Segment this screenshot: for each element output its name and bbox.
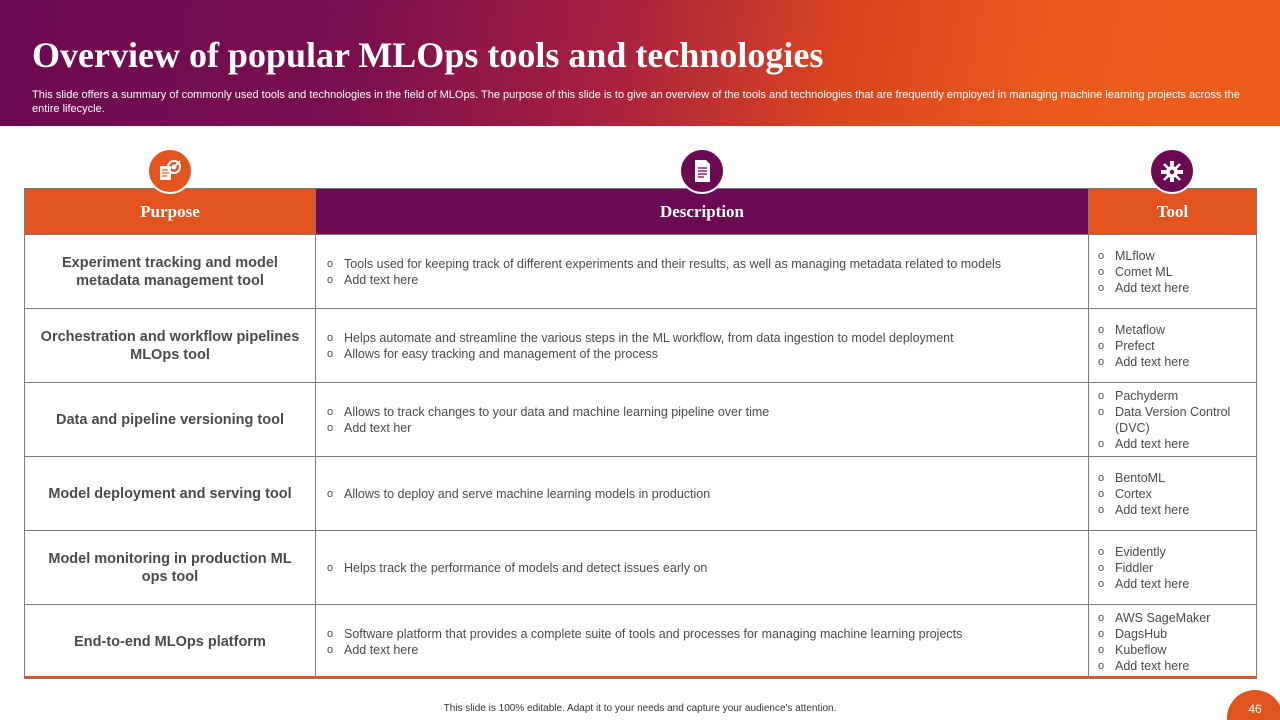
- description-bullet: o Allows for easy tracking and management of the process: [326, 346, 1078, 362]
- tool-bullet: o DagsHub: [1097, 626, 1248, 642]
- slide-header: [0, 0, 1280, 126]
- description-bullet: o Allows to deploy and serve machine learning models in production: [326, 486, 1078, 502]
- purpose-cell: Orchestration and workflow pipelines MLOps tool: [25, 309, 316, 383]
- purpose-cell: End-to-end MLOps platform: [25, 605, 316, 679]
- header-description: Description: [316, 189, 1089, 235]
- tool-bullet: o Cortex: [1097, 486, 1248, 502]
- tool-bullet: o Prefect: [1097, 338, 1248, 354]
- table-row: [25, 309, 1257, 383]
- slide-subtitle: This slide offers a summary of commonly used tools and technologies in the field of MLOps. The purpose of this slide is to give an overview of the tools and technologies that are frequently employed in managing machine learning projects across the entire lifecycle.: [32, 89, 1240, 115]
- table-row: [25, 457, 1257, 531]
- description-bullet: o Add text here: [326, 642, 1078, 658]
- description-bullet: o Add text here: [326, 272, 1078, 288]
- slide-title: Overview of popular MLOps tools and technologies: [32, 35, 824, 75]
- table-bottom-accent-line: [24, 676, 1256, 678]
- tool-bullet: o Pachyderm: [1097, 388, 1248, 404]
- description-bullet: o Allows to track changes to your data and machine learning pipeline over time: [326, 404, 1078, 420]
- purpose-cell: Data and pipeline versioning tool: [25, 383, 316, 457]
- document-icon-glyph: [690, 158, 714, 184]
- tool-bullet: o Add text here: [1097, 502, 1248, 518]
- header-tool: Tool: [1089, 189, 1257, 235]
- description-cell: [316, 235, 1089, 309]
- target-document-icon-glyph: [157, 158, 183, 184]
- tool-bullet: o Add text here: [1097, 658, 1248, 674]
- description-bullet: o Helps automate and streamline the various steps in the ML workflow, from data ingestion to model deployment: [326, 330, 1078, 346]
- tool-cell: [1089, 309, 1257, 383]
- mlops-tools-table: [24, 188, 1257, 679]
- tool-bullet: o MLflow: [1097, 248, 1248, 264]
- table-row: [25, 531, 1257, 605]
- description-cell: [316, 457, 1089, 531]
- tool-cell: [1089, 457, 1257, 531]
- purpose-cell: Experiment tracking and model metadata management tool: [25, 235, 316, 309]
- description-bullet: o Add text her: [326, 420, 1078, 436]
- description-cell: [316, 531, 1089, 605]
- header-purpose: Purpose: [25, 189, 316, 235]
- description-cell: [316, 383, 1089, 457]
- footer-note: This slide is 100% editable. Adapt it to your needs and capture your audience's attention.: [443, 703, 837, 714]
- purpose-cell: Model monitoring in production ML ops tool: [25, 531, 316, 605]
- tool-cell: [1089, 235, 1257, 309]
- table-row: [25, 235, 1257, 309]
- description-bullet: o Software platform that provides a complete suite of tools and processes for managing machine learning projects: [326, 626, 1078, 642]
- tool-bullet: o BentoML: [1097, 470, 1248, 486]
- tool-cell: [1089, 605, 1257, 679]
- tool-bullet: o Evidently: [1097, 544, 1248, 560]
- gear-bug-icon: [1149, 148, 1195, 194]
- table-header-row: [25, 189, 1257, 235]
- tool-bullet: o Add text here: [1097, 576, 1248, 592]
- tool-bullet: o AWS SageMaker: [1097, 610, 1248, 626]
- tool-cell: [1089, 531, 1257, 605]
- description-cell: [316, 605, 1089, 679]
- tool-bullet: o Add text here: [1097, 436, 1248, 452]
- tool-bullet: o Metaflow: [1097, 322, 1248, 338]
- tool-bullet: o Add text here: [1097, 354, 1248, 370]
- description-cell: [316, 309, 1089, 383]
- tool-bullet: o Data Version Control (DVC): [1097, 404, 1248, 436]
- table-row: [25, 605, 1257, 679]
- description-bullet: o Helps track the performance of models and detect issues early on: [326, 560, 1078, 576]
- tool-bullet: o Comet ML: [1097, 264, 1248, 280]
- page-number-badge: 46: [1227, 690, 1280, 720]
- tool-bullet: o Fiddler: [1097, 560, 1248, 576]
- document-icon: [679, 148, 725, 194]
- description-bullet: o Tools used for keeping track of different experiments and their results, as well as managing metadata related to models: [326, 256, 1078, 272]
- gear-bug-icon-glyph: [1159, 158, 1185, 184]
- table-row: [25, 383, 1257, 457]
- tool-bullet: o Add text here: [1097, 280, 1248, 296]
- tool-cell: [1089, 383, 1257, 457]
- target-document-icon: [147, 148, 193, 194]
- purpose-cell: Model deployment and serving tool: [25, 457, 316, 531]
- tool-bullet: o Kubeflow: [1097, 642, 1248, 658]
